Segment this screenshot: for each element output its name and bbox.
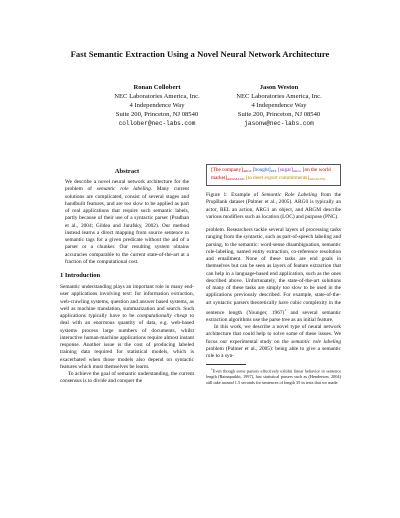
figure-caption: Figure 1: Example of Semantic Role Labeling from the PropBank dataset (Palmer et al., 2005). ARG0 is typically an actor, REL an action, ARG1 an object, and ARGM describe various modifiers such as location (LOC) and purpose (PNC). xyxy=(206,192,341,220)
author-name: Jason Weston xyxy=(259,84,299,91)
right-column xyxy=(206,164,341,385)
srl-tag-rel: $[bought]_{REL}$ xyxy=(251,167,277,173)
footnote-divider xyxy=(206,364,246,365)
author-address-line: Suite 200, Princeton, NJ 08540 xyxy=(115,110,199,118)
srl-tag-arg1: $[sugar]_{ARG1}$ xyxy=(276,167,302,173)
author-address-line: 4 Independence Way xyxy=(129,101,185,109)
author-email: collober@nec-labs.com xyxy=(118,119,196,127)
body-paragraph: In this work, we describe a novel type of neural network architecture that could help to solve some of these issues. We focus our experimental study on the semantic role labeling problem (Palmer et al., 2005): being able to give a semantic role to a syn- xyxy=(206,324,342,360)
author-affiliation: NEC Laboratories America, Inc. xyxy=(236,92,322,100)
intro-paragraph: Semantic understanding plays an important role in many end-user applications involving text: for information extraction, web-crawling systems, question and answer based systems, as well as machine translation, summarization and search. Such applications typically have to be computationally cheap to deal with an enormous quantity of data, e.g. web-based systems process large numbers of documents, whilst interactive human-machine applications require almost instant response. Another issue is the cost of producing labeled training data required for statistical models, which is exacerbated when those models also depend on syntactic features which must themselves be learnt. xyxy=(60,284,194,370)
author-address-line: Suite 200, Princeton, NJ 08540 xyxy=(237,110,321,118)
author-name: Ronan Collobert xyxy=(133,84,181,91)
srl-tag-argm-loc: [on the world $market]_{ARGM-LOC}$ xyxy=(211,167,331,181)
body-paragraph: problem. Researchers tackle several layers of processing tasks ranging from the syntactic, such as part-of-speech labeling and parsing, to the semantic: word-sense disambiguation, semantic role-labeling, named entity extraction, co-reference resolution and entailment. None of these tasks are end goals in themselves but can be seen as layers of feature extraction that can help in a language-based end application, such as the ones described above. Unfortunately, the state-of-the-art solutions of many of these tasks are simply too slow to be used in the applications previously described. For example, state-of-the-art syntactic parsers theoretically have cubic complexity in the sentence length (Younger, 1967)$^1$ and several semantic extraction algorithms use the parse tree as an initial feature. xyxy=(206,227,341,323)
abstract-text: We describe a novel neural network architecture for the problem of semantic role labeling. Many current solutions are complicated, consist of several stages and handbuilt features, and are too slow to be applied as part of real applications that require such semantic labels, partly because of their use of a syntactic parser (Pradhan et al., 2004; Gildea and Jurafsky, 2002). Our method instead learns a direct mapping from source sentence to semantic tags for a given predicate without the aid of a parser or a chunker. Our resulting system obtains accuracies comparable to the current state-of-the-art at a fraction of the computational cost. xyxy=(65,179,190,265)
paper-title: Fast Semantic Extraction Using a Novel Neural Network Architecture xyxy=(70,49,330,59)
author-block-2 xyxy=(209,84,349,129)
srl-example-box xyxy=(206,164,341,186)
author-affiliation: NEC Laboratories America, Inc. xyxy=(114,92,200,100)
intro-paragraph: To achieve the goal of semantic understanding, the current consensus is to divide and conquer the xyxy=(60,371,194,385)
author-block-1 xyxy=(87,84,227,129)
author-address-line: 4 Independence Way xyxy=(251,101,307,109)
left-column xyxy=(60,168,194,386)
abstract-heading: Abstract xyxy=(114,168,140,175)
section-heading-introduction: 1 Introduction xyxy=(60,272,101,279)
footnote: $^1$Even though some parsers effectively exhibit linear behavior in sentence length (Ratnaparkhi, 1997), fast statistical parsers such as (Henderson, 2004) still take around 1.5 seconds for sentences of length 35 in tests that we made. xyxy=(206,367,341,385)
srl-tag-arg0: [The $company]_{ARG0}$ xyxy=(211,167,252,173)
srl-tag-argm-pnc: [to meet export $commitments]_{ARGM-PNC}$ xyxy=(244,175,327,181)
author-email: jasonw@nec-labs.com xyxy=(244,119,314,127)
